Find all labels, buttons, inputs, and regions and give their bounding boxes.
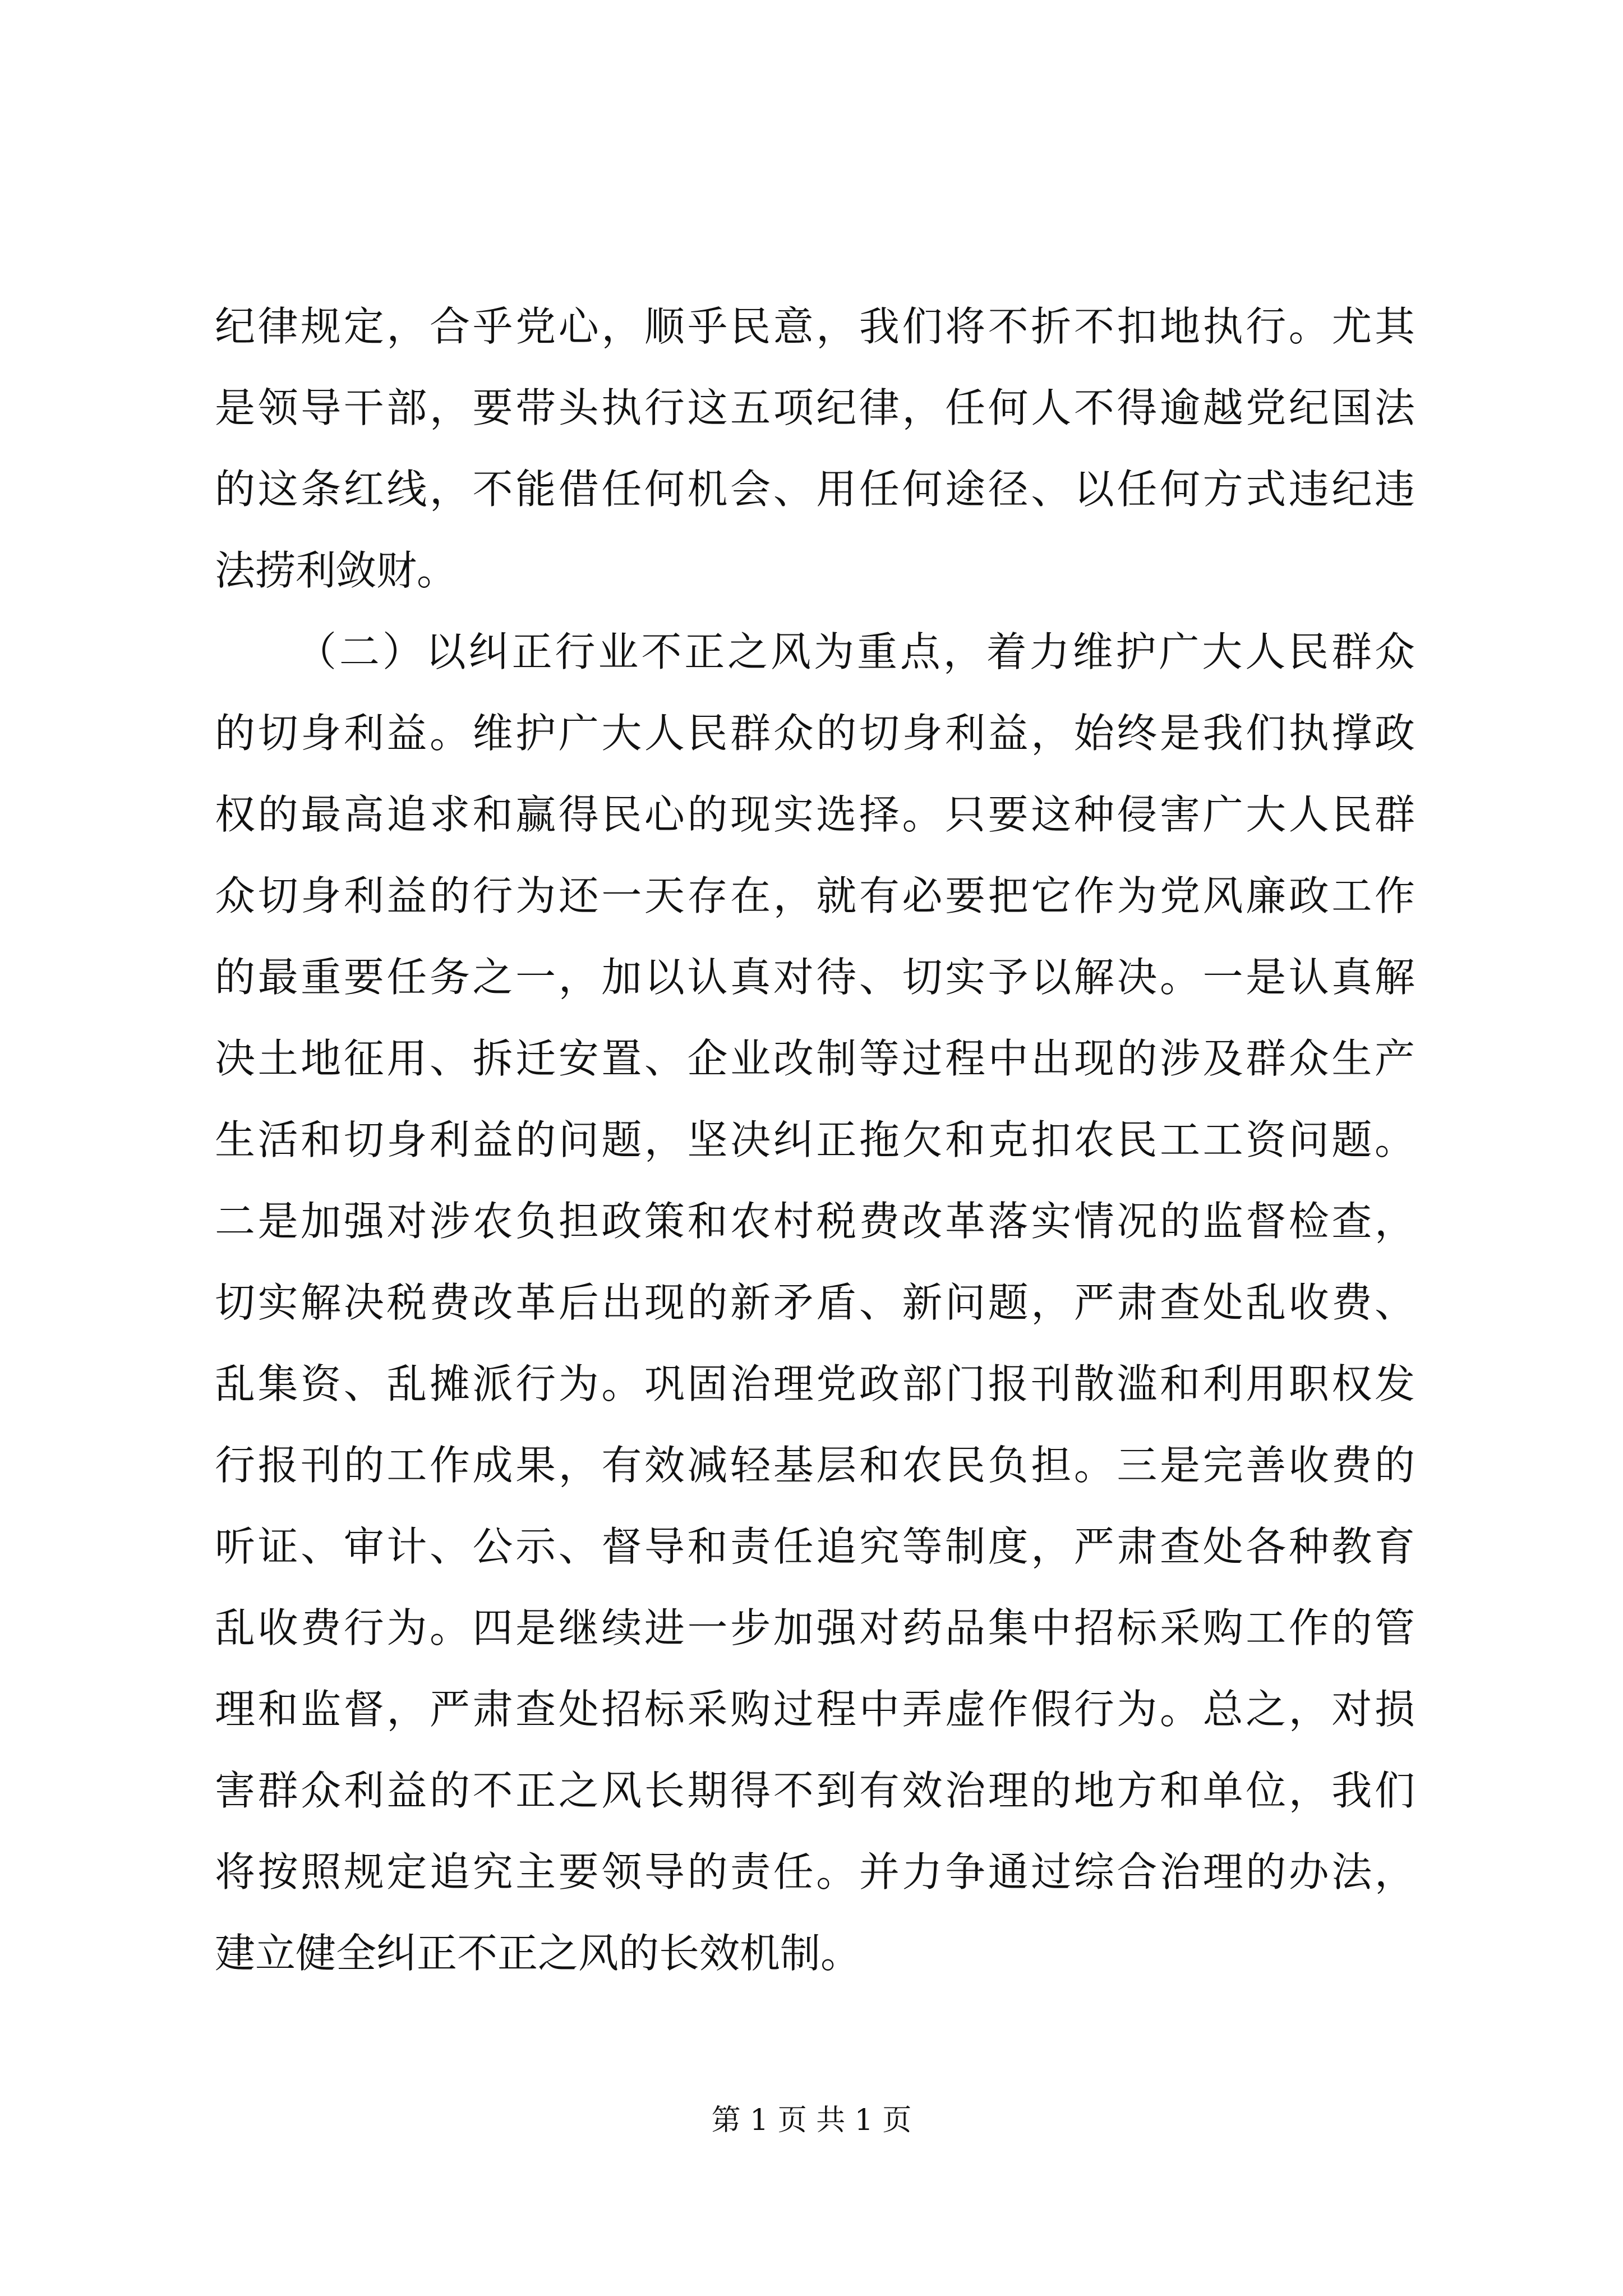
- text-line: 法捞利敛财。: [215, 547, 458, 594]
- text-line: 理和监督，严肃查处招标采购过程中弄虚作假行为。总之，对损: [215, 1686, 1415, 1733]
- text-line: 众切身利益的行为还一天存在，就有必要把它作为党风廉政工作: [215, 872, 1415, 919]
- text-line: 的最重要任务之一，加以认真对待、切实予以解决。一是认真解: [215, 954, 1415, 1001]
- text-line: 的切身利益。维护广大人民群众的切身利益，始终是我们执撑政: [215, 710, 1415, 757]
- page-footer: 第 1 页 共 1 页: [711, 2104, 912, 2137]
- text-line: 生活和切身利益的问题，坚决纠正拖欠和克扣农民工工资问题。: [215, 1116, 1415, 1163]
- text-line: 将按照规定追究主要领导的责任。并力争通过综合治理的办法，: [215, 1848, 1415, 1895]
- text-line: 切实解决税费改革后出现的新矛盾、新问题，严肃查处乱收费、: [215, 1279, 1415, 1326]
- text-line: 行报刊的工作成果，有效减轻基层和农民负担。三是完善收费的: [215, 1442, 1415, 1489]
- text-line: 乱收费行为。四是继续进一步加强对药品集中招标采购工作的管: [215, 1604, 1415, 1651]
- text-line: 听证、审计、公示、督导和责任追究等制度，严肃查处各种教育: [215, 1523, 1415, 1570]
- text-line: 害群众利益的不正之风长期得不到有效治理的地方和单位，我们: [215, 1767, 1415, 1814]
- text-line: 的这条红线，不能借任何机会、用任何途径、以任何方式违纪违: [215, 466, 1415, 513]
- text-line: 纪律规定，合乎党心，顺乎民意，我们将不折不扣地执行。尤其: [215, 303, 1415, 350]
- paragraph-heading-line: （二）以纠正行业不正之风为重点，着力维护广大人民群众: [296, 628, 1415, 675]
- text-line: 建立健全纠正不正之风的长效机制。: [215, 1930, 861, 1977]
- text-line: 是领导干部，要带头执行这五项纪律，任何人不得逾越党纪国法: [215, 384, 1415, 431]
- text-line: 二是加强对涉农负担政策和农村税费改革落实情况的监督检查，: [215, 1198, 1415, 1245]
- text-line: 乱集资、乱摊派行为。巩固治理党政部门报刊散滥和利用职权发: [215, 1360, 1415, 1407]
- text-line: 决土地征用、拆迁安置、企业改制等过程中出现的涉及群众生产: [215, 1035, 1415, 1082]
- text-line: 权的最高追求和赢得民心的现实选择。只要这种侵害广大人民群: [215, 791, 1415, 838]
- document-body: [215, 286, 1415, 1994]
